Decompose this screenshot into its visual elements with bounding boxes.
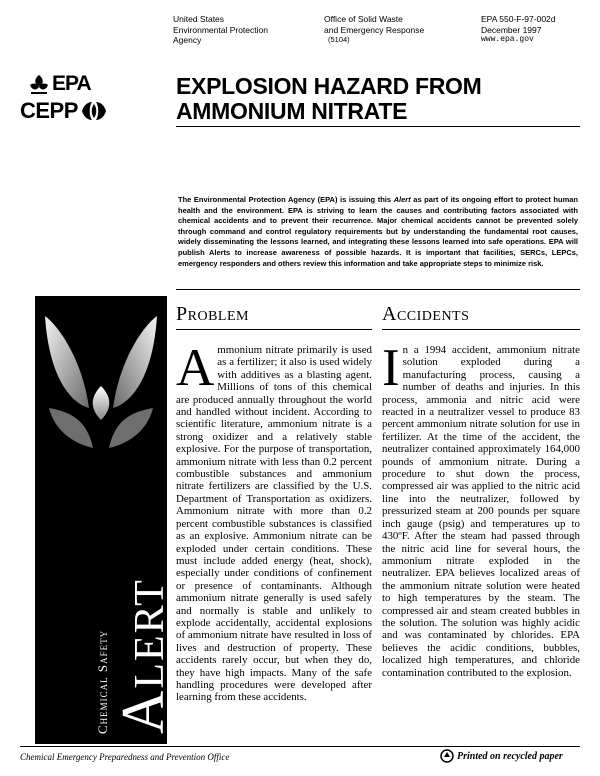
- intro-divider: [176, 289, 580, 290]
- problem-heading: Problem: [176, 303, 372, 330]
- title-line: AMMONIUM NITRATE: [176, 98, 408, 124]
- footer-office: Chemical Emergency Preparedness and Prevention Office: [20, 752, 230, 762]
- accidents-column: [382, 339, 580, 679]
- recycled-paper-note: [440, 749, 563, 763]
- agency-line: Agency: [173, 35, 202, 45]
- intro-emphasis: Alert: [393, 195, 411, 204]
- office-header: [324, 14, 424, 46]
- epa-flower-icon: [28, 73, 50, 95]
- cepp-logo-text: CEPP: [20, 98, 78, 123]
- epa-logo-text: EPA: [52, 72, 91, 95]
- office-code: (5104): [328, 35, 350, 44]
- document-date: December 1997: [481, 24, 542, 35]
- problem-column: [176, 339, 372, 704]
- agency-line: United States: [173, 14, 225, 24]
- cepp-logo: [20, 98, 150, 124]
- intro-paragraph: [178, 195, 578, 269]
- title-divider: [176, 126, 580, 127]
- alert-sidebar: [35, 296, 176, 744]
- alert-wordmark: Alert: [110, 578, 176, 734]
- document-id-header: [481, 14, 556, 46]
- office-line: Office of Solid Waste: [324, 14, 403, 24]
- recycle-icon: [440, 749, 454, 763]
- intro-text-end: as part of its ongoing effort to protect human health and the environment. EPA is striving to learn the causes and contributing factors associated with chemical accidents and to prevent their recurrence. Major chemical accidents cannot be prevented solely through command and control regulatory requirements but by understanding the fundamental root causes, widely disseminating the lessons learned, and integrating these lessons learned into safe operations. EPA will publish Alerts to increase awareness of possible hazards. It is important that facilities, SERCs, LEPCs, emergency responders and others review this information and take appropriate steps to minimize risk.: [178, 195, 578, 268]
- website-url[interactable]: www.epa.gov: [481, 35, 534, 44]
- title-line: EXPLOSION HAZARD FROM: [176, 73, 482, 99]
- agency-line: Environmental Protection: [173, 24, 268, 35]
- epa-logo: [28, 72, 150, 96]
- document-number: EPA 550-F-97-002d: [481, 14, 556, 24]
- problem-body: mmonium nitrate primarily is used as a fertilizer; it also is used widely with additives as a blasting agent. Millions of tons of this chemical are produced annually throughout the world and handled without incident. According to scientific literature, ammonium nitrate is a strong oxidizer and a relatively stable explosive. For the purpose of transportation, ammonium nitrate with less than 0.2 percent combustible substances and ammonium nitrate fertilizers are classified by the U.S. Department of Transportation as oxidizers. Ammonium nitrate with more than 0.2 percent combustible substances is classified as an explosive. Ammonium nitrate can be exploded under certain conditions. These must include added energy (heat, shock), especially under conditions of confinement or presence of contaminants. Although ammonium nitrate generally is used safely and normally is stable and unlikely to explode accidentally, accidental explosions of ammonium nitrate have resulted in loss of lives and destruction of property. These accidents rarely occur, but when they do, they have high impacts. Many of the safe handling procedures were developed after learning from these accidents.: [176, 344, 372, 704]
- accidents-dropcap: I: [382, 339, 400, 397]
- problem-dropcap: A: [176, 339, 215, 397]
- footer-divider: [20, 746, 580, 747]
- accidents-body: n a 1994 accident, ammonium nitrate solution exploded during a manufacturing process, causing a number of deaths and injuries. In this process, ammonia and nitric acid were reacted in a neutralizer vessel to produce 83 percent ammonium nitrate solution for use in fertilizer. At the time of the accident, the neutralizer contained approximately 164,000 pounds of ammonium nitrate. During a procedure to shut down the process, compressed air was applied to the nitric acid line into the neutralizer, followed by pressurized steam at 200 pounds per square inch gauge (psig) and temperatures up to 430ºF. After the steam had passed through the nitric acid line for several hours, the ammonium nitrate exploded in the neutralizer. EPA believes localized areas of the ammonium nitrate solution were heated to high temperatures by the steam. The compressed air and steam created bubbles in the solution. The solution was highly acidic and was contaminated by chlorides. EPA believes the acidic conditions, bubbles, localized high temperatures, and chloride contamination contributed to the explosion.: [382, 344, 580, 679]
- sidebar-vertical-text: [95, 578, 176, 734]
- cepp-emblem-icon: [80, 100, 108, 122]
- ornament-graphic: [41, 308, 161, 458]
- office-line: and Emergency Response: [324, 24, 425, 35]
- agency-header: [173, 14, 268, 46]
- intro-text-start: The Environmental Protection Agency (EPA) is issuing this: [178, 195, 394, 204]
- logo-block: [20, 72, 150, 124]
- page-title: [176, 74, 481, 124]
- recycled-paper-text: Printed on recycled paper: [457, 750, 563, 762]
- series-label: Chemical Safety: [95, 629, 110, 734]
- accidents-heading: Accidents: [382, 303, 580, 330]
